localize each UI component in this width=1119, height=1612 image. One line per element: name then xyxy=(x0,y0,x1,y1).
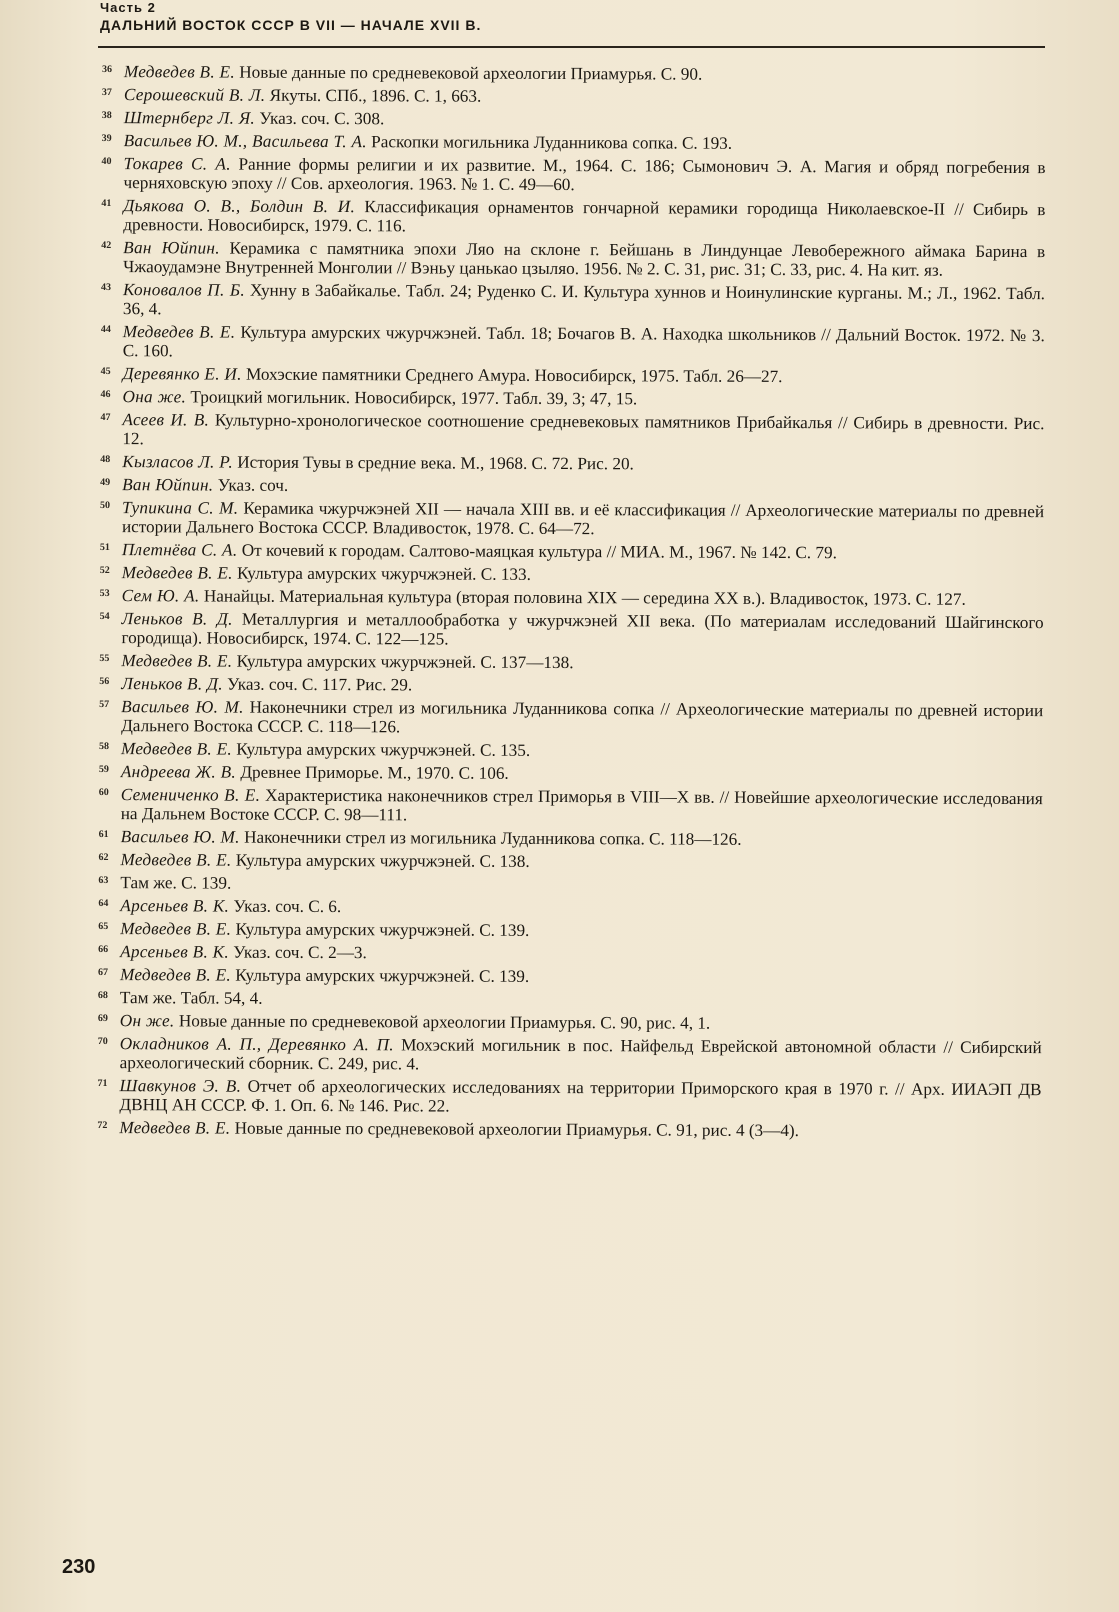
footnote-text: Керамика чжурчжэней XII — начала XIII вв. и её классификация // Археологические материалы по древней истории Дальнего Востока СССР. Владивосток, 1978. С. 64—72. xyxy=(121,498,1045,539)
footnote-text: От кочевий к городам. Салтово-маяцкая культура // МИА. М., 1967. № 142. С. 79. xyxy=(241,540,837,563)
footnote-author: Васильев Ю. М., Васильева Т. А. xyxy=(123,131,367,152)
footnote-author: Токарев С. А. xyxy=(123,154,231,174)
footnote-number: 64 xyxy=(98,898,109,910)
footnote-author: Медведев В. Е. xyxy=(122,322,236,342)
footnote-number: 39 xyxy=(101,133,112,145)
footnote-item xyxy=(93,609,1043,651)
footnote-number: 62 xyxy=(98,852,109,864)
footnote-text: Культура амурских чжурчжэней. С. 139. xyxy=(235,919,530,940)
footnote-item xyxy=(93,651,1043,674)
footnote-item xyxy=(95,280,1045,322)
footnote-number: 66 xyxy=(98,944,109,956)
footnote-number: 60 xyxy=(98,787,109,799)
footnote-item xyxy=(94,410,1044,452)
chapter-title: ДАЛЬНИЙ ВОСТОК СССР В VII — НАЧАЛЕ XVII В. xyxy=(100,17,482,33)
footnotes-list xyxy=(91,62,1046,1145)
footnote-number: 61 xyxy=(98,829,109,841)
footnote-item xyxy=(93,739,1043,762)
header-rule xyxy=(98,46,1045,48)
footnote-author: Медведев В. Е. xyxy=(121,651,233,671)
footnote-text: Новые данные по средневековой археологии Приамурья. С. 90. xyxy=(239,62,703,84)
footnote-author: Он же. xyxy=(119,1011,175,1031)
footnote-text: Культура амурских чжурчжэней. С. 137—138. xyxy=(236,651,574,673)
footnote-text: Керамика с памятника эпохи Ляо на склоне г. Бейшань в Линдунцае Левобережного аймака Барина в Чжаоудамэне Внутренней Монголии // Вэньу цанькао цзыляо. 1956. № 2. С. 31, рис. 31; С. 33, рис. 4. На кит. яз. xyxy=(123,238,1046,280)
footnote-text: Указ. соч. xyxy=(217,475,289,495)
footnote-item xyxy=(96,131,1046,154)
footnote-item xyxy=(92,965,1042,988)
footnote-number: 41 xyxy=(101,198,112,210)
footnote-number: 46 xyxy=(100,389,111,401)
footnote-item xyxy=(96,62,1046,85)
footnote-number: 67 xyxy=(98,967,109,979)
footnote-text: Культура амурских чжурчжэней. С. 139. xyxy=(235,965,530,986)
page-number: 230 xyxy=(62,1556,96,1578)
footnote-text: Новые данные по средневековой археологии Приамурья. С. 91, рис. 4 (3—4). xyxy=(234,1118,800,1141)
footnote-text: Культура амурских чжурчжэней. С. 138. xyxy=(235,850,530,871)
footnote-author: Серошевский В. Л. xyxy=(123,85,266,105)
part-label: Часть 2 xyxy=(100,0,156,15)
footnote-item xyxy=(92,1011,1042,1034)
footnote-item xyxy=(94,387,1044,410)
footnote-text: Культурно-хронологическое соотношение средневековых памятников Прибайкалья // Сибирь в древности. Рис. 12. xyxy=(122,410,1045,449)
footnote-item xyxy=(94,475,1044,498)
footnote-number: 50 xyxy=(100,500,111,512)
footnote-text: Указ. соч. С. 6. xyxy=(233,896,342,917)
footnote-author: Медведев В. Е. xyxy=(121,563,233,583)
footnote-text: Хунну в Забайкалье. Табл. 24; Руденко С. И. Культура хуннов и Ноинулинские курганы. М.; Л., 1962. Табл. 36, 4. xyxy=(122,280,1046,319)
footnote-number: 49 xyxy=(100,477,111,489)
footnote-number: 52 xyxy=(99,565,110,577)
footnote-text: Древнее Приморье. М., 1970. С. 106. xyxy=(240,762,509,783)
footnote-text: Якуты. СПб., 1896. С. 1, 663. xyxy=(269,85,482,106)
footnote-item xyxy=(92,988,1042,1011)
footnote-author: Арсеньев В. К. xyxy=(120,942,230,962)
footnote-item xyxy=(92,942,1042,965)
footnote-item xyxy=(92,850,1042,873)
footnote-item xyxy=(94,498,1044,540)
footnote-number: 65 xyxy=(98,921,109,933)
footnote-text: Новые данные по средневековой археологии Приамурья. С. 90, рис. 4, 1. xyxy=(178,1011,711,1033)
footnote-text: Наконечники стрел из могильника Луданникова сопка // Археологические материалы по древней истории Дальнего Востока СССР. С. 118—126. xyxy=(121,697,1044,737)
footnote-number: 70 xyxy=(97,1036,108,1048)
footnote-number: 71 xyxy=(97,1078,108,1090)
footnote-number: 48 xyxy=(100,454,111,466)
footnote-author: Васильев Ю. М. xyxy=(121,697,244,717)
footnote-author: Медведев В. Е. xyxy=(120,739,233,759)
footnote-author: Медведев В. Е. xyxy=(119,965,232,985)
footnote-author: Леньков В. Д. xyxy=(121,609,233,629)
footnote-text: Культура амурских чжурчжэней. Табл. 18; Бочагов В. А. Находка школьников // Дальний Восток. 1972. № 3. С. 160. xyxy=(122,322,1045,361)
footnote-text: Указ. соч. С. 117. Рис. 29. xyxy=(227,674,413,695)
footnote-text: Нанайцы. Материальная культура (вторая половина XIX — середина XX в.). Владивосток, 1973. С. 127. xyxy=(203,586,966,609)
footnote-author: Васильев Ю. М. xyxy=(120,827,240,847)
footnote-author: Медведев В. Е. xyxy=(123,62,236,82)
footnote-text: Классификация орнаментов гончарной керамики городища Николаевское-II // Сибирь в древности. Новосибирск, 1979. С. 116. xyxy=(123,197,1046,236)
footnote-item xyxy=(96,108,1046,131)
footnote-author: Медведев В. Е. xyxy=(120,850,232,870)
footnote-item xyxy=(94,452,1044,475)
footnote-item xyxy=(94,586,1044,609)
footnote-number: 42 xyxy=(101,240,112,252)
footnote-text: Троицкий могильник. Новосибирск, 1977. Табл. 39, 3; 47, 15. xyxy=(190,387,638,409)
footnote-text: Мохэский могильник в пос. Найфельд Еврейской автономной области // Сибирский археологический сборник. С. 249, рис. 4. xyxy=(119,1035,1042,1074)
footnote-number: 45 xyxy=(100,366,111,378)
footnote-item xyxy=(92,873,1042,896)
footnote-author: Андреева Ж. В. xyxy=(120,762,237,782)
footnote-number: 68 xyxy=(97,990,108,1002)
footnote-author: Окладников А. П., Деревянко А. П. xyxy=(119,1034,394,1055)
footnote-number: 44 xyxy=(100,324,111,336)
footnote-author: Кызласов Л. Р. xyxy=(122,452,234,472)
footnote-author: Деревянко Е. И. xyxy=(122,364,242,384)
footnote-number: 54 xyxy=(99,611,110,623)
footnote-author: Тупикина С. М. xyxy=(122,498,239,518)
footnote-item xyxy=(95,322,1045,364)
running-head xyxy=(100,0,1060,34)
footnote-text: Там же. С. 139. xyxy=(120,873,232,893)
footnote-item xyxy=(93,697,1043,739)
footnote-item xyxy=(92,896,1042,919)
footnote-text: Там же. Табл. 54, 4. xyxy=(119,988,263,1008)
footnote-number: 43 xyxy=(100,282,112,294)
footnote-text: История Тувы в средние века. М., 1968. С. 72. Рис. 20. xyxy=(237,452,634,474)
footnote-author: Семениченко В. Е. xyxy=(120,785,261,805)
footnote-number: 56 xyxy=(99,676,110,688)
footnote-author: Штернберг Л. Я. xyxy=(123,108,256,128)
footnote-author: Леньков В. Д. xyxy=(121,674,223,694)
footnote-author: Дьякова О. В., Болдин В. И. xyxy=(123,196,356,217)
footnote-item xyxy=(92,919,1042,942)
footnote-number: 53 xyxy=(99,588,110,600)
footnote-text: Указ. соч. С. 2—3. xyxy=(233,942,367,963)
footnote-item xyxy=(96,85,1046,108)
footnote-item xyxy=(94,563,1044,586)
footnote-number: 63 xyxy=(98,875,109,887)
footnote-text: Металлургия и металлообработка у чжурчжэней XII века. (По материалам исследований Шайгинского городища). Новосибирск, 1974. С. 122—125. xyxy=(121,609,1044,649)
footnote-number: 36 xyxy=(101,64,112,76)
footnote-author: Шавкунов Э. В. xyxy=(119,1076,242,1096)
footnote-item xyxy=(95,154,1045,196)
footnote-text: Ранние формы религии и их развитие. М., 1964. С. 186; Сымонович Э. А. Магия и обряд погребения в черняховскую эпоху // Сов. археология. 1963. № 1. С. 49—60. xyxy=(123,154,1046,195)
footnote-number: 51 xyxy=(99,542,110,554)
footnote-item xyxy=(91,1076,1041,1118)
footnote-author: Ван Юйпин. xyxy=(122,475,214,495)
footnote-item xyxy=(94,540,1044,563)
footnote-author: Медведев В. Е. xyxy=(119,1118,231,1138)
footnote-item xyxy=(93,827,1043,850)
footnote-item xyxy=(93,674,1043,697)
footnote-number: 72 xyxy=(97,1120,108,1132)
footnote-author: Асеев И. В. xyxy=(122,410,210,430)
footnote-number: 47 xyxy=(100,412,111,424)
footnote-author: Арсеньев В. К. xyxy=(120,896,230,916)
footnote-number: 37 xyxy=(101,87,112,99)
footnote-item xyxy=(95,196,1045,238)
footnote-author: Сем Ю. А. xyxy=(121,586,200,606)
footnote-number: 59 xyxy=(98,764,109,776)
footnote-author: Коновалов П. Б. xyxy=(122,280,246,300)
footnote-author: Ван Юйпин. xyxy=(123,238,220,258)
footnote-text: Отчет об археологических исследованиях на территории Приморского края в 1970 г. // Арх. ИИАЭП ДВ ДВНЦ АН СССР. Ф. 1. Оп. 6. № 146. Рис. 22. xyxy=(119,1076,1042,1116)
footnote-text: Культура амурских чжурчжэней. С. 133. xyxy=(237,563,531,584)
footnote-author: Она же. xyxy=(122,387,187,407)
footnote-number: 38 xyxy=(101,110,112,122)
footnote-item xyxy=(95,238,1045,280)
footnote-text: Указ. соч. С. 308. xyxy=(259,108,385,129)
footnote-item xyxy=(93,785,1043,827)
footnote-item xyxy=(92,1034,1042,1076)
footnote-item xyxy=(91,1118,1041,1141)
footnote-text: Культура амурских чжурчжэней. С. 135. xyxy=(236,739,531,760)
footnote-text: Мохэские памятники Среднего Амура. Новосибирск, 1975. Табл. 26—27. xyxy=(246,364,783,386)
footnote-text: Наконечники стрел из могильника Луданникова сопка. С. 118—126. xyxy=(244,827,742,849)
footnote-number: 69 xyxy=(97,1013,108,1025)
footnote-text: Характеристика наконечников стрел Приморья в VIII—X вв. // Новейшие археологические исследования на Дальнем Востоке СССР. С. 98—111. xyxy=(120,785,1043,825)
footnote-author: Медведев В. Е. xyxy=(120,919,232,939)
footnote-number: 57 xyxy=(99,699,110,711)
footnote-item xyxy=(95,364,1045,387)
footnote-number: 40 xyxy=(101,156,112,168)
footnote-number: 55 xyxy=(99,653,110,665)
footnote-text: Раскопки могильника Луданникова сопка. С. 193. xyxy=(371,132,733,153)
footnote-item xyxy=(93,762,1043,785)
footnote-number: 58 xyxy=(98,741,110,753)
footnote-author: Плетнёва С. А. xyxy=(121,540,238,560)
